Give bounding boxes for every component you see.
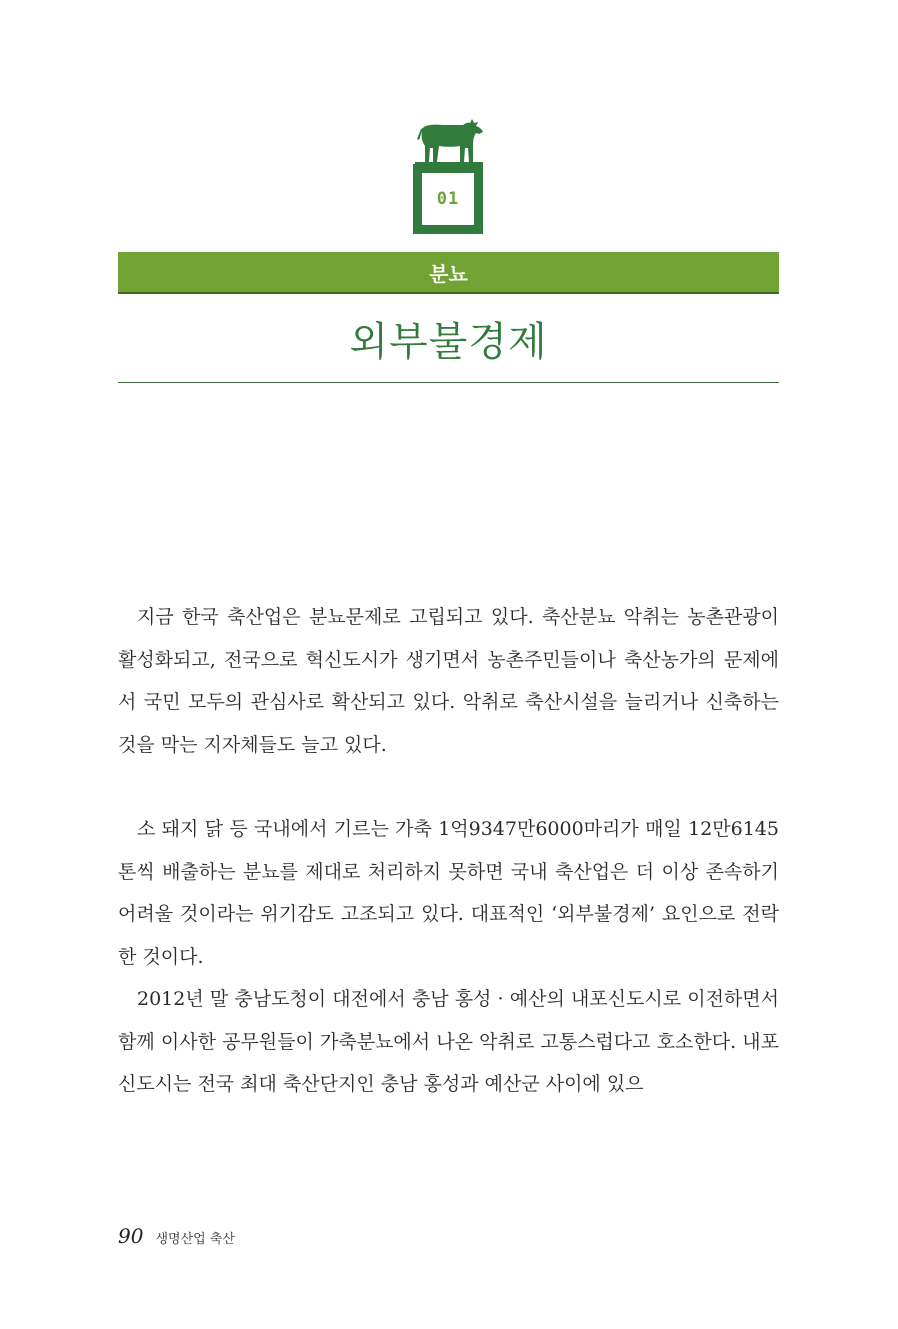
title-divider (118, 382, 779, 383)
paragraph: 소 돼지 닭 등 국내에서 기르는 가축 1억9347만6000마리가 매일 12만6145톤씩 배출하는 분뇨를 제대로 처리하지 못하면 국내 축산업은 더 이상 존속하기 어려울 것이라는 위기감도 고조되고 있다. 대표적인 ‘외부불경제’ 요인으로 전락한 것이다. (118, 818, 779, 968)
paragraph: 지금 한국 축산업은 분뇨문제로 고립되고 있다. 축산분뇨 악취는 농촌관광이 활성화되고, 전국으로 혁신도시가 생기면서 농촌주민들이나 축산농가의 문제에서 국민 모두의 관심사로 확산되고 있다. 악취로 축산시설을 늘리거나 신축하는 것을 막는 지자체들도 늘고 있다. (118, 606, 779, 756)
paragraph-spacer (118, 766, 779, 808)
body-text (118, 596, 779, 1106)
chapter-number: 01 (422, 173, 474, 225)
chapter-number-box (413, 164, 483, 234)
book-title: 생명산업 축산 (155, 1232, 235, 1247)
page-number: 90 (118, 1224, 144, 1248)
category-label: 분뇨 (429, 261, 468, 286)
page-footer (118, 1224, 235, 1248)
chapter-emblem (413, 114, 483, 234)
category-bar (118, 252, 779, 294)
cow-icon (415, 114, 485, 166)
page-title: 외부불경제 (349, 319, 548, 365)
paragraph: 2012년 말 충남도청이 대전에서 충남 홍성 · 예산의 내포신도시로 이전하면서 함께 이사한 공무원들이 가축분뇨에서 나온 악취로 고통스럽다고 호소한다. 내포신도시는 전국 최대 축산단지인 충남 홍성과 예산군 사이에 있으 (118, 988, 779, 1095)
